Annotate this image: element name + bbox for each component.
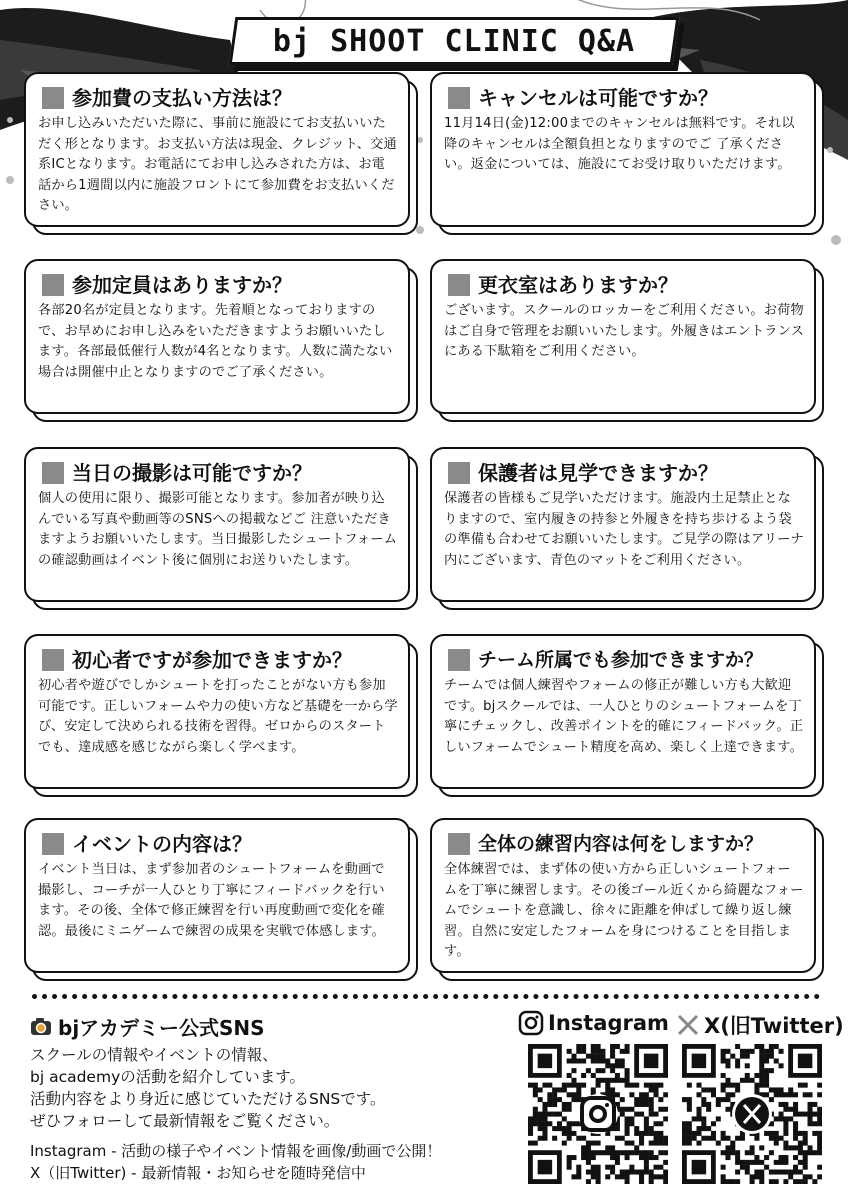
square-bullet-icon xyxy=(448,274,470,296)
camera-icon xyxy=(30,1018,52,1036)
faq-answer: ございます。スクールのロッカーをご利用ください。お荷物はご自身で管理をお願いいたします。外履きはエントランスにある下駄箱をご利用ください。 xyxy=(444,303,805,359)
faq-answer: 11月14日(金)12:00までのキャンセルは無料です。それ以降のキャンセルは全額負担となりますのでご 了承ください。返金については、施設にてお受け取りいただけます。 xyxy=(444,116,795,172)
square-bullet-icon xyxy=(448,462,470,484)
instagram-icon xyxy=(518,1010,544,1036)
x-label: X(旧Twitter) xyxy=(676,1010,844,1040)
faq-card-payment xyxy=(24,72,410,227)
square-bullet-icon xyxy=(42,833,64,855)
faq-answer: 各部20名が定員となります。先着順となっておりますので、お早めにお申し込みをいただきますようお願いいたします。各部最低催行人数が4名となります。人数に満たない場合は開催中止となりますのでご了承ください。 xyxy=(38,303,393,380)
faq-card-photo xyxy=(24,447,410,602)
page-title: bj SHOOT CLINIC Q&A xyxy=(229,17,680,65)
faq-card-cancel xyxy=(430,72,816,227)
square-bullet-icon xyxy=(42,462,64,484)
sns-channels: Instagram - 活動の様子やイベント情報を画像/動画で公開！ X（旧Twitter) - 最新情報・お知らせを随時発信中 xyxy=(30,1142,442,1182)
faq-question: 参加定員はありますか？ xyxy=(42,273,398,297)
faq-card-beginner xyxy=(24,634,410,789)
square-bullet-icon xyxy=(448,87,470,109)
faq-question: 初心者ですが参加できますか？ xyxy=(42,648,398,672)
faq-card-locker xyxy=(430,259,816,414)
faq-question: 全体の練習内容は何をしますか？ xyxy=(448,832,804,856)
faq-card-guardian xyxy=(430,447,816,602)
dotted-divider xyxy=(32,994,820,999)
faq-question: 当日の撮影は可能ですか？ xyxy=(42,461,398,485)
instagram-label: Instagram xyxy=(518,1010,669,1036)
faq-card-capacity xyxy=(24,259,410,414)
sns-intro: スクールの情報やイベントの情報、 bj academyの活動を紹介しています。 活動内容をより身近に感じていただけるSNSです。 ぜひフォローして最新情報をご覧ください。 xyxy=(30,1046,386,1130)
faq-answer: 個人の使用に限り、撮影可能となります。参加者が映り込んでいる写真や動画等のSNSへの掲載などご 注意いただきますようお願いいたします。当日撮影したシュートフォームの確認動画はイベント後に個別にお送りいたします。 xyxy=(38,491,398,568)
faq-answer: 初心者や遊びでしかシュートを打ったことがない方も参加可能です。正しいフォームや力の使い方など基礎を一から学び、安定して決められる技術を習得。ゼロからのスタートでも、達成感を感じながら楽しく学べます。 xyxy=(38,678,398,755)
square-bullet-icon xyxy=(448,649,470,671)
faq-answer: お申し込みいただいた際に、事前に施設にてお支払いいただく形となります。お支払い方法は現金、クレジット、交通系ICとなります。お電話にてお申し込みされた方は、お電話から1週間以内に施設フロントにて参加費をお支払いください。 xyxy=(38,116,397,213)
faq-question: 更衣室はありますか？ xyxy=(448,273,804,297)
faq-question: チーム所属でも参加できますか？ xyxy=(448,648,804,672)
faq-answer: チームでは個人練習やフォームの修正が難しい方も大歓迎です。bjスクールでは、一人ひとりのシュートフォームを丁寧にチェックし、改善ポイントを的確にフィードバック。正しいフォームでシュート精度を高め、楽しく上達できます。 xyxy=(444,678,804,755)
faq-card-event xyxy=(24,818,410,973)
square-bullet-icon xyxy=(42,649,64,671)
sns-heading: bjアカデミー公式SNS xyxy=(30,1012,265,1041)
instagram-qr-code[interactable] xyxy=(528,1044,668,1184)
faq-answer: 保護者の皆様もご見学いただけます。施設内土足禁止となりますので、室内履きの持参と外履きを持ち歩けるよう袋の準備も合わせてお願いいたします。ご見学の際はアリーナ内にございます、青色のマットをご利用ください。 xyxy=(444,491,804,568)
faq-card-team xyxy=(430,634,816,789)
faq-question: 保護者は見学できますか？ xyxy=(448,461,804,485)
square-bullet-icon xyxy=(448,833,470,855)
square-bullet-icon xyxy=(42,274,64,296)
faq-question: イベントの内容は？ xyxy=(42,832,398,856)
square-bullet-icon xyxy=(42,87,64,109)
faq-answer: イベント当日は、まず参加者のシュートフォームを動画で撮影し、コーチが一人ひとり丁寧にフィードバックを行います。その後、全体で修正練習を行い再度動画で変化を確認。最後にミニゲームで練習の成果を実戦で体感します。 xyxy=(38,862,386,939)
x-logo-icon xyxy=(676,1013,700,1037)
faq-question: 参加費の支払い方法は？ xyxy=(42,86,398,110)
faq-card-practice xyxy=(430,818,816,973)
x-qr-code[interactable] xyxy=(682,1044,822,1184)
faq-question: キャンセルは可能ですか？ xyxy=(448,86,804,110)
faq-answer: 全体練習では、まず体の使い方から正しいシュートフォームを丁寧に練習します。その後ゴール近くから綺麗なフォームでシュートを意識し、徐々に距離を伸ばして繰り返し練習。自然に安定したフォームを身につけることを目指します。 xyxy=(444,862,804,959)
